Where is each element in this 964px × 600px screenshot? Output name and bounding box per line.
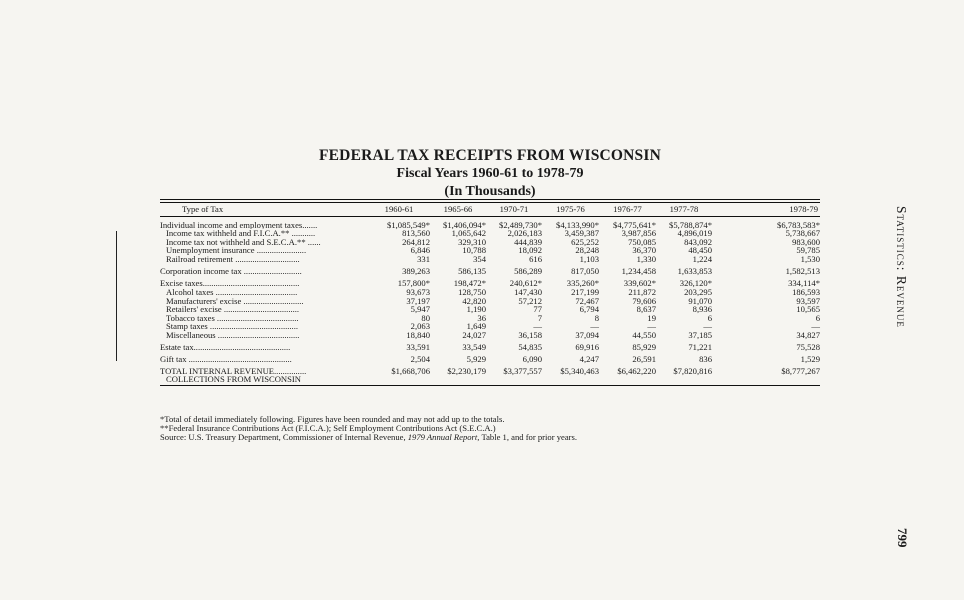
table-row (160, 297, 820, 306)
value-cell: $2,489,730* (499, 219, 542, 230)
footnote-double-asterisk: **Federal Insurance Contributions Act (F.I.C.A.); Self Employment Contributions Act (S.E.C.A.) (160, 423, 496, 433)
value-cell: — (533, 321, 542, 332)
row-label: Tobacco taxes ...................................... (166, 313, 299, 323)
value-cell: 48,450 (688, 245, 712, 256)
value-cell: 186,593 (792, 286, 820, 297)
value-cell: 1,103 (579, 253, 599, 264)
value-cell: 33,549 (462, 342, 486, 353)
value-cell: 5,947 (410, 304, 430, 315)
page-subtitle: Fiscal Years 1960-61 to 1978-79 (396, 166, 584, 181)
value-cell: 4,247 (579, 354, 599, 365)
value-cell: 8,637 (636, 304, 656, 315)
value-cell: $6,783,583* (777, 219, 820, 230)
value-cell: 1,530 (800, 253, 820, 264)
table-row (160, 343, 820, 352)
value-cell: 1,582,513 (785, 266, 820, 277)
value-cell: 37,094 (575, 329, 599, 340)
table-row (160, 331, 820, 340)
total-row-line2 (160, 375, 820, 386)
value-cell: — (703, 321, 712, 332)
value-cell: 7 (537, 312, 542, 323)
value-cell: 211,872 (628, 286, 656, 297)
value-cell: 3,987,856 (621, 228, 656, 239)
value-cell: 1,224 (692, 253, 712, 264)
value-cell: 616 (529, 253, 542, 264)
header-year: 1960-61 (384, 204, 414, 214)
value-cell: 1,234,458 (621, 266, 656, 277)
row-label: Excise taxes............................................. (160, 279, 300, 288)
row-label: Miscellaneous ...................................... (166, 330, 300, 340)
table-row (160, 221, 820, 230)
value-cell: 331 (417, 253, 430, 264)
total-row (160, 367, 820, 376)
value-cell: 217,199 (571, 286, 599, 297)
value-cell: 44,550 (632, 329, 656, 340)
margin-rule (116, 231, 117, 361)
value-cell: 836 (699, 354, 712, 365)
value-cell: 36,370 (632, 245, 656, 256)
value-cell: $1,085,549* (387, 219, 430, 230)
total-cell: $6,462,220 (617, 365, 656, 376)
total-cell: $3,377,557 (503, 365, 542, 376)
value-cell: 813,560 (402, 228, 430, 239)
row-label: Individual income and employment taxes....... (160, 220, 318, 230)
value-cell: — (811, 321, 820, 332)
table-row (160, 267, 820, 276)
value-cell: 264,812 (402, 236, 430, 247)
total-cell: $2,230,179 (447, 365, 486, 376)
row-label: Manufacturers' excise ............................ (166, 296, 304, 306)
value-cell: $4,133,990* (556, 219, 599, 230)
value-cell: — (590, 321, 599, 332)
value-cell: 10,788 (462, 245, 486, 256)
table-row (160, 288, 820, 297)
value-cell: 34,827 (796, 329, 820, 340)
row-label: Unemployment insurance ....................... (166, 246, 307, 255)
header-year: 1976-77 (613, 204, 642, 214)
value-cell: 37,197 (406, 295, 430, 306)
value-cell: 128,750 (458, 286, 486, 297)
value-cell: 334,114* (788, 278, 820, 289)
value-cell: 91,070 (688, 295, 712, 306)
value-cell: 339,602* (623, 278, 656, 289)
value-cell: 147,430 (514, 286, 542, 297)
value-cell: 6,090 (522, 354, 542, 365)
row-label: Income tax not withheld and S.E.C.A.** ...... (166, 237, 321, 247)
value-cell: 37,185 (688, 329, 712, 340)
value-cell: 77 (533, 304, 542, 315)
section-side-label (893, 206, 909, 328)
value-cell: 6,846 (410, 245, 430, 256)
header-year: 1977-78 (669, 204, 699, 214)
value-cell: 625,252 (571, 236, 599, 247)
table-row (160, 314, 820, 323)
value-cell: 335,260* (566, 278, 599, 289)
value-cell: 240,612* (509, 278, 542, 289)
value-cell: 85,929 (632, 342, 656, 353)
value-cell: 817,050 (571, 266, 599, 277)
row-label: Gift tax ................................................ (160, 355, 292, 364)
value-cell: 329,310 (458, 236, 486, 247)
value-cell: 157,800* (397, 278, 430, 289)
value-cell: 36,158 (518, 329, 542, 340)
value-cell: 33,591 (406, 342, 430, 353)
value-cell: 93,597 (796, 295, 820, 306)
value-cell: 8 (594, 312, 599, 323)
value-cell: 2,504 (410, 354, 430, 365)
footnote-asterisk: *Total of detail immediately following. Figures have been rounded and may not add up to the totals. (160, 414, 505, 424)
header-year: 1978-79 (789, 204, 818, 214)
value-cell: 3,459,387 (564, 228, 599, 239)
table-body (160, 217, 820, 364)
value-cell: 5,738,667 (785, 228, 820, 239)
value-cell: 72,467 (575, 295, 599, 306)
value-cell: 326,120* (679, 278, 712, 289)
source-prefix: Source: U.S. Treasury Department, Commissioner of Internal Revenue, (160, 432, 408, 442)
value-cell: 36 (477, 312, 486, 323)
value-cell: 5,929 (466, 354, 486, 365)
table-row (160, 305, 820, 314)
value-cell: 983,600 (792, 236, 820, 247)
value-cell: $1,406,094* (443, 219, 486, 230)
source-italic: 1979 Annual Report (407, 432, 478, 442)
table-row (160, 238, 820, 247)
table-row (160, 246, 820, 255)
value-cell: 354 (473, 253, 486, 264)
table-row (160, 255, 820, 264)
value-cell: 1,065,642 (451, 228, 486, 239)
value-cell: 2,063 (410, 321, 430, 332)
header-type-of-tax: Type of Tax (182, 204, 224, 214)
value-cell: 18,092 (518, 245, 542, 256)
source-note (160, 433, 820, 442)
unit-note: (In Thousands) (444, 184, 536, 199)
row-label: Corporation income tax ........................... (160, 267, 302, 276)
value-cell: 1,633,853 (677, 266, 712, 277)
value-cell: — (647, 321, 656, 332)
value-cell: 750,085 (628, 236, 656, 247)
value-cell: 26,591 (632, 354, 656, 365)
total-cell: $8,777,267 (781, 365, 820, 376)
value-cell: 2,026,183 (507, 228, 542, 239)
page-number: 799 (895, 528, 910, 548)
value-cell: 24,027 (462, 329, 486, 340)
value-cell: $4,775,641* (613, 219, 656, 230)
value-cell: 75,528 (796, 342, 820, 353)
total-cell: $1,668,706 (391, 365, 430, 376)
value-cell: 19 (647, 312, 656, 323)
value-cell: 203,295 (684, 286, 712, 297)
total-cell: $5,340,463 (560, 365, 599, 376)
value-cell: 71,221 (688, 342, 712, 353)
total-label: TOTAL INTERNAL REVENUE............... (160, 366, 307, 376)
source-suffix: , Table 1, and for prior years. (477, 432, 578, 442)
value-cell: 389,263 (402, 266, 430, 277)
row-label: Stamp taxes ......................................... (166, 322, 299, 331)
table-row (160, 229, 820, 238)
value-cell: 69,916 (575, 342, 599, 353)
section-label-text: Statistics: Revenue (894, 206, 909, 328)
value-cell: 1,529 (800, 354, 820, 365)
row-label: Retailers' excise ................................... (166, 305, 300, 314)
value-cell: 4,896,019 (677, 228, 712, 239)
footnotes (160, 415, 820, 442)
header-year: 1965-66 (443, 204, 473, 214)
total-label-line2: COLLECTIONS FROM WISCONSIN (166, 375, 301, 385)
value-cell: 54,835 (518, 342, 542, 353)
value-cell: 6,794 (579, 304, 599, 315)
value-cell: 42,820 (462, 295, 486, 306)
table-row (160, 279, 820, 288)
value-cell: 1,649 (466, 321, 486, 332)
value-cell: $5,788,874* (669, 219, 712, 230)
table-header-row (160, 203, 820, 216)
tax-receipts-table (160, 199, 820, 386)
value-cell: 80 (421, 312, 430, 323)
value-cell: 93,673 (406, 286, 430, 297)
title-block (160, 146, 820, 201)
header-year: 1970-71 (499, 204, 529, 214)
value-cell: 198,472* (453, 278, 486, 289)
value-cell: 1,330 (636, 253, 656, 264)
page-title: FEDERAL TAX RECEIPTS FROM WISCONSIN (318, 147, 662, 164)
value-cell: 6 (707, 312, 712, 323)
row-label: Railroad retirement .............................. (166, 254, 300, 264)
value-cell: 8,936 (692, 304, 712, 315)
table-row (160, 355, 820, 364)
value-cell: 586,289 (514, 266, 542, 277)
value-cell: 6 (815, 312, 820, 323)
value-cell: 18,840 (406, 329, 430, 340)
header-year: 1975-76 (556, 204, 585, 214)
value-cell: 59,785 (796, 245, 820, 256)
value-cell: 10,565 (796, 304, 820, 315)
value-cell: 444,839 (514, 236, 542, 247)
table-row (160, 322, 820, 331)
value-cell: 1,190 (466, 304, 486, 315)
value-cell: 28,248 (575, 245, 599, 256)
row-label: Alcohol taxes ...................................... (166, 287, 298, 297)
value-cell: 586,135 (458, 266, 486, 277)
value-cell: 843,092 (684, 236, 712, 247)
value-cell: 79,606 (632, 295, 656, 306)
total-cell: $7,820,816 (673, 365, 712, 376)
row-label: Estate tax............................................. (160, 343, 291, 352)
value-cell: 57,212 (518, 295, 542, 306)
row-label: Income tax withheld and F.I.C.A.** ........... (166, 229, 316, 238)
